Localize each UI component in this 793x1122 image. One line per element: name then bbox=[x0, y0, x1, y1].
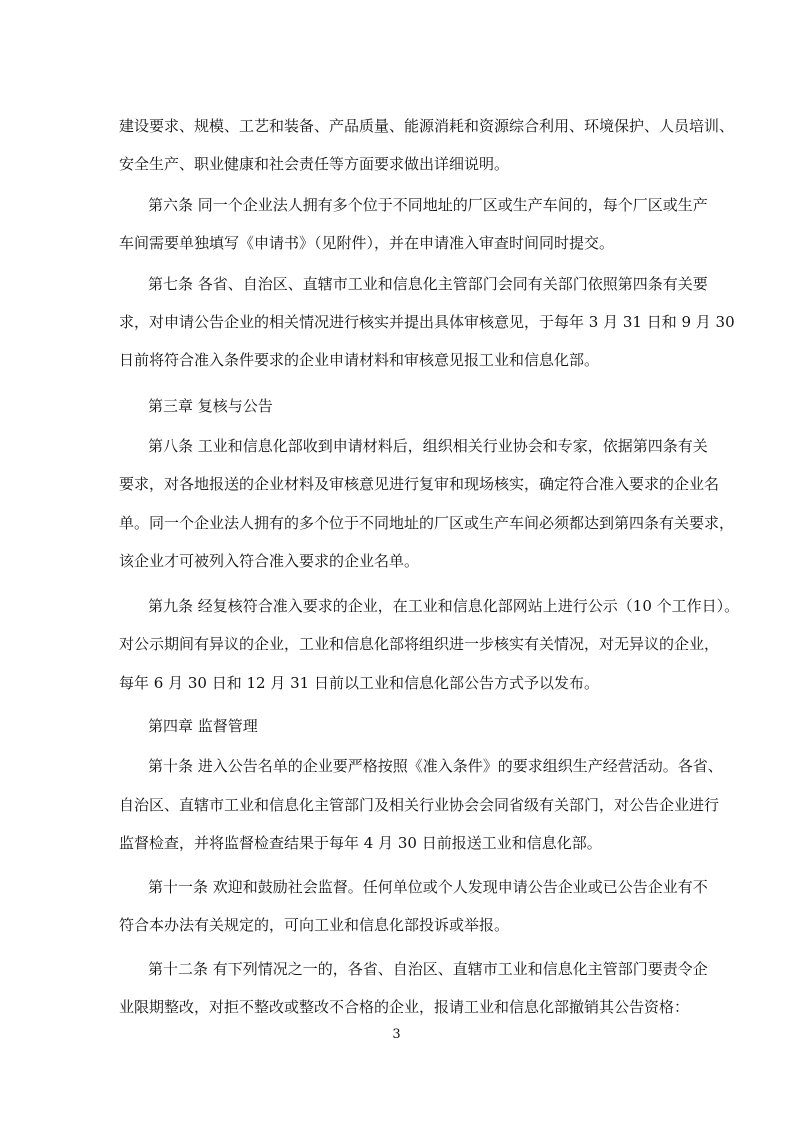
article-10-line: 第十条 进入公告名单的企业要严格按照《准入条件》的要求组织生产经营活动。各省、 bbox=[148, 757, 723, 775]
body-line: 日前将符合准入条件要求的企业申请材料和审核意见报工业和信息化部。 bbox=[119, 351, 600, 369]
article-8-line: 第八条 工业和信息化部收到申请材料后，组织相关行业协会和专家，依据第四条有关 bbox=[148, 437, 708, 455]
article-6-line: 第六条 同一个企业法人拥有多个位于不同地址的厂区或生产车间的，每个厂区或生产 bbox=[148, 196, 708, 214]
page-number: 3 bbox=[392, 1027, 401, 1042]
body-line: 每年 6 月 30 日和 12 月 31 日前以工业和信息化部公告方式予以发布。 bbox=[119, 674, 599, 692]
body-line: 安全生产、职业健康和社会责任等方面要求做出详细说明。 bbox=[119, 155, 510, 173]
body-line: 自治区、直辖市工业和信息化主管部门及相关行业协会会同省级有关部门，对公告企业进行 bbox=[119, 796, 720, 814]
body-line: 对公示期间有异议的企业，工业和信息化部将组织进一步核实有关情况，对无异议的企业， bbox=[119, 635, 720, 653]
body-line: 监督检查，并将监督检查结果于每年 4 月 30 日前报送工业和信息化部。 bbox=[119, 834, 602, 852]
chapter-3-heading: 第三章 复核与公告 bbox=[148, 397, 273, 415]
article-9-line: 第九条 经复核符合准入要求的企业，在工业和信息化部网站上进行公示（10 个工作日）。 bbox=[148, 597, 740, 615]
body-line: 单。同一个企业法人拥有的多个位于不同地址的厂区或生产车间必须都达到第四条有关要求， bbox=[119, 514, 735, 532]
body-line: 该企业才可被列入符合准入要求的企业名单。 bbox=[119, 552, 420, 570]
body-line: 车间需要单独填写《申请书》（见附件），并在申请准入审查时间同时提交。 bbox=[119, 234, 615, 252]
article-11-line: 第十一条 欢迎和鼓励社会监督。任何单位或个人发现申请公告企业或已公告企业有不 bbox=[148, 878, 708, 896]
chapter-4-heading: 第四章 监督管理 bbox=[148, 717, 258, 735]
article-12-line: 第十二条 有下列情况之一的，各省、自治区、直辖市工业和信息化主管部门要责令企 bbox=[148, 960, 708, 978]
body-line: 要求，对各地报送的企业材料及审核意见进行复审和现场核实，确定符合准入要求的企业名 bbox=[119, 475, 720, 493]
body-line: 符合本办法有关规定的，可向工业和信息化部投诉或举报。 bbox=[119, 916, 510, 934]
body-line: 建设要求、规模、工艺和装备、产品质量、能源消耗和资源综合利用、环境保护、人员培训、 bbox=[119, 117, 735, 135]
article-7-line: 第七条 各省、自治区、直辖市工业和信息化主管部门会同有关部门依照第四条有关要 bbox=[148, 275, 708, 293]
body-line: 业限期整改，对拒不整改或整改不合格的企业，报请工业和信息化部撤销其公告资格： bbox=[119, 998, 690, 1016]
body-line: 求，对申请公告企业的相关情况进行核实并提出具体审核意见，于每年 3 月 31 日和 9 月 30 bbox=[119, 313, 735, 331]
